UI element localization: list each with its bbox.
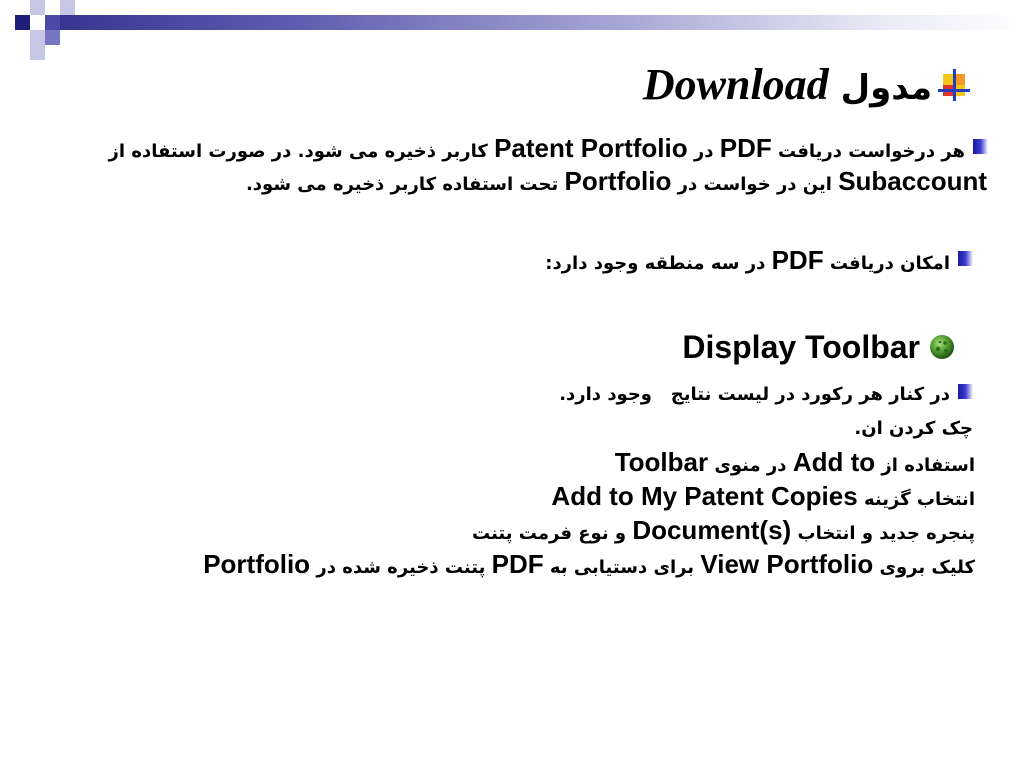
english-term: PDF [719, 133, 772, 163]
english-term: Add to My Patent Copies [551, 481, 858, 511]
persian-text: چک کردن ان. [854, 418, 973, 439]
english-term: PDF [771, 245, 824, 275]
step-line [854, 412, 973, 446]
step-line [615, 445, 975, 479]
persian-text: امکان دریافت [823, 253, 950, 274]
persian-text: برای دستیابی به [543, 557, 701, 578]
english-term: Patent Portfolio [494, 133, 688, 163]
persian-text: در سه منطقه وجود دارد: [545, 253, 772, 274]
persian-text: و نوع فرمت پتنت [472, 523, 633, 544]
title-persian: مدول [840, 68, 932, 108]
persian-text: این در خواست در [671, 174, 839, 195]
persian-text: پنجره جدید و انتخاب [791, 523, 975, 544]
english-term: PDF [491, 549, 544, 579]
step-line [551, 479, 975, 513]
persian-text: استفاده از [875, 455, 975, 476]
square-bullet-icon [958, 384, 973, 399]
decor-square [60, 0, 75, 15]
english-term: Portfolio [203, 549, 311, 579]
bullet-2-line [545, 243, 950, 277]
section-heading: Display Toolbar [682, 329, 920, 365]
english-term: Portfolio [564, 166, 672, 196]
green-ball-icon [929, 334, 955, 360]
decor-square [45, 15, 60, 30]
persian-text: هر درخواست دریافت [771, 141, 965, 162]
square-bullet-icon [973, 139, 988, 154]
persian-text: کاربر ذخیره می شود. در صورت استفاده از [108, 141, 495, 162]
decor-square [30, 45, 45, 60]
persian-text: در کنار هر رکورد در لیست نتایج وجود دارد. [559, 384, 950, 405]
square-bullet-icon [958, 251, 973, 266]
bullet-1-line-2 [246, 164, 987, 198]
persian-text: تحت استفاده کاربر ذخیره می شود. [245, 174, 565, 195]
bullet-3-line [559, 378, 950, 412]
slide-title [643, 58, 932, 112]
colored-plus-icon [937, 68, 971, 102]
english-term: Document(s) [632, 515, 792, 545]
decor-square [30, 30, 45, 45]
english-term: Subaccount [838, 166, 987, 196]
header-gradient-bar [45, 15, 1024, 30]
english-term: View Portfolio [700, 549, 874, 579]
persian-text: در [687, 141, 720, 162]
decor-square [45, 30, 60, 45]
persian-text: انتخاب گزینه [857, 489, 975, 510]
persian-text: در منوی [708, 455, 793, 476]
bullet-1-line-1 [109, 131, 965, 165]
persian-text: کلیک بروی [873, 557, 975, 578]
step-line [472, 513, 975, 547]
decor-square [15, 15, 30, 30]
step-line [203, 547, 975, 581]
persian-text: پتنت ذخیره شده در [310, 557, 492, 578]
english-term: Add to [792, 447, 876, 477]
decor-square [30, 0, 45, 15]
title-english: Download [642, 60, 829, 109]
english-term: Toolbar [614, 447, 709, 477]
